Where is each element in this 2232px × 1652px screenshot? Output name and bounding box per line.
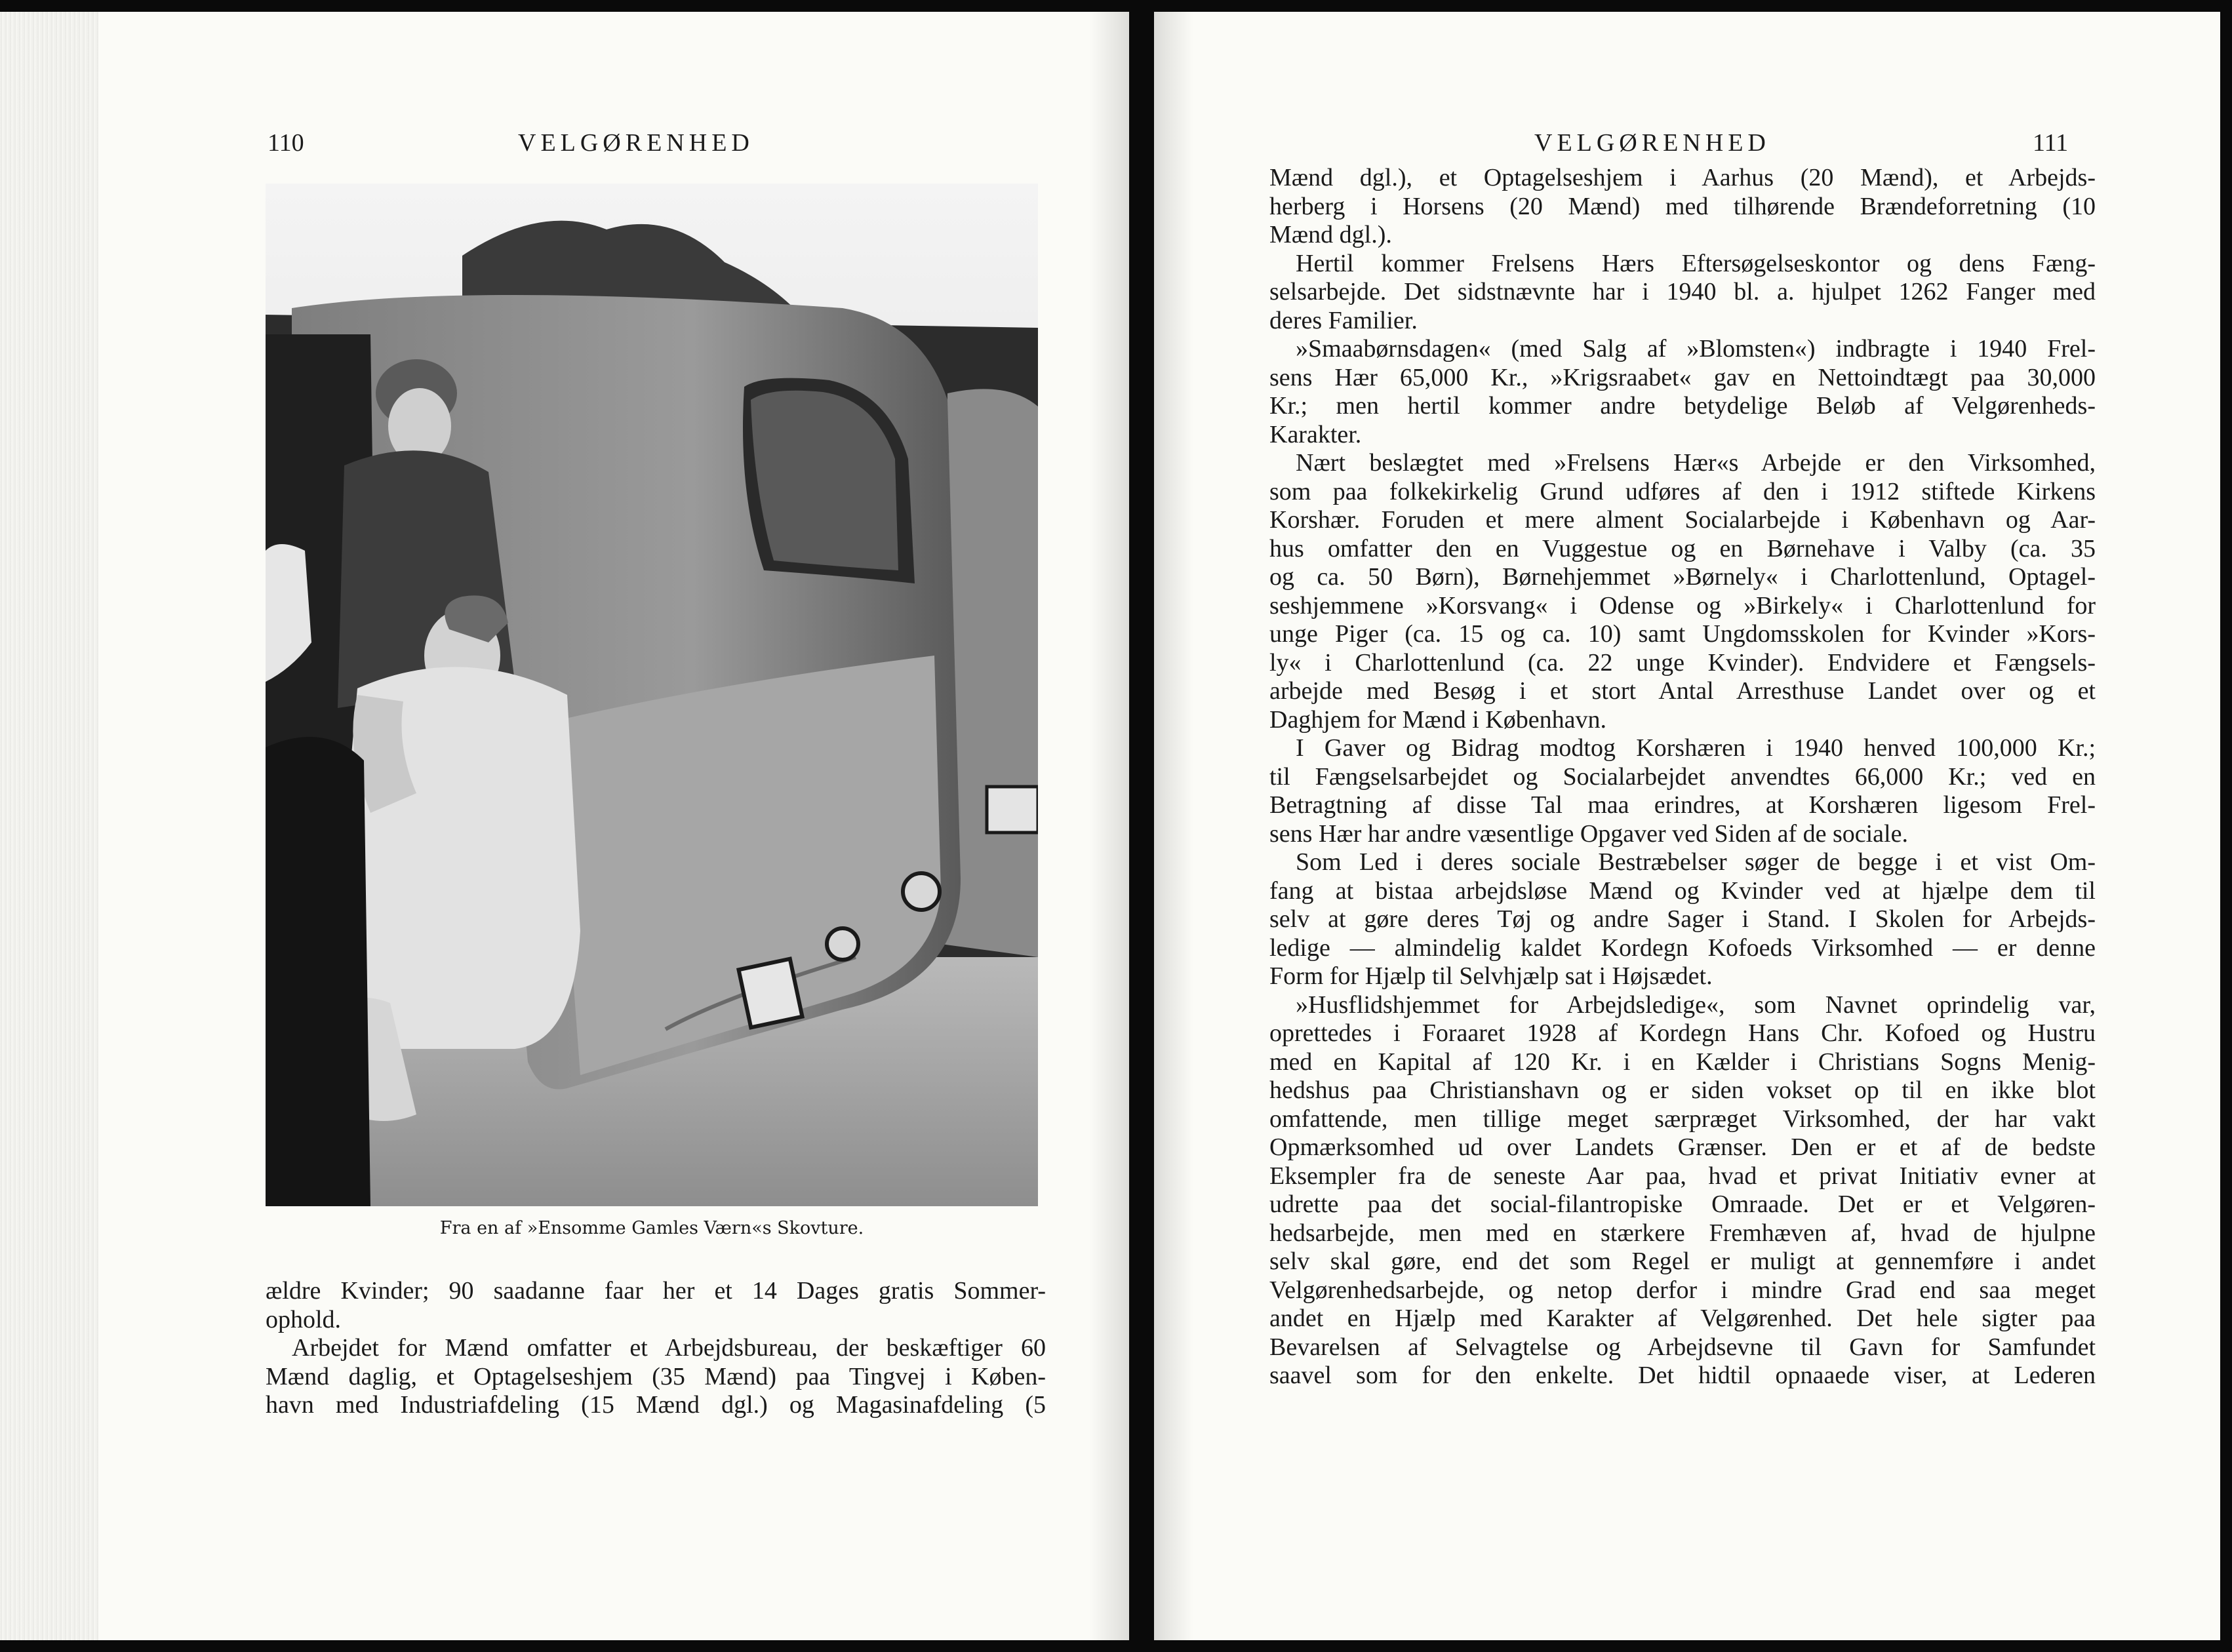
text-line: med en Kapital af 120 Kr. i en Kælder i Christians Sogns Menig-	[1269, 1048, 2096, 1076]
text-line: til Fængselsarbejdet og Socialarbejdet anvendtes 66,000 Kr.; ved en	[1269, 762, 2096, 791]
gutter-shadow	[1154, 12, 1193, 1640]
text-line: Opmærksomhed ud over Landets Grænser. Den er et af de bedste	[1269, 1133, 2096, 1161]
text-line: unge Piger (ca. 15 og ca. 10) samt Ungdomsskolen for Kvinder »Kors-	[1269, 620, 2096, 648]
text-line: Arbejdet for Mænd omfatter et Arbejdsbureau, der beskæftiger 60	[292, 1334, 1046, 1362]
text-line: ly« i Charlottenlund (ca. 22 unge Kvinder). Endvidere et Fængsels-	[1269, 648, 2096, 677]
text-line: selsarbejde. Det sidstnævnte har i 1940 bl. a. hjulpet 1262 Fanger med	[1269, 278, 2096, 305]
text-line: hus omfatter den en Vuggestue og en Børnehave i Valby (ca. 35	[1269, 534, 2096, 562]
text-line: sens Hær 65,000 Kr., »Krigsraabet« gav en Nettoindtægt paa 30,000	[1269, 363, 2096, 391]
page-number: 111	[2033, 129, 2069, 157]
text-line: deres Familier.	[1269, 306, 1418, 334]
text-line: Mænd dgl.), et Optagelseshjem i Aarhus (20 Mænd), et Arbejds-	[1269, 164, 2096, 191]
text-line: Hertil kommer Frelsens Hærs Eftersøgelseskontor og dens Fæng-	[1296, 249, 2096, 277]
gutter-shadow	[1090, 12, 1129, 1640]
text-line: Karakter.	[1269, 420, 1362, 448]
left-page	[0, 12, 1129, 1640]
running-head: VELGØRENHED	[518, 129, 754, 157]
text-line: saavel som for den enkelte. Det hidtil opnaaede viser, at Lederen	[1269, 1362, 2096, 1389]
right-body-text	[1269, 164, 2096, 1390]
text-line: omfattende, men tillige meget særpræget Virksomhed, der har vakt	[1269, 1105, 2096, 1133]
text-line: sens Hær har andre væsentlige Opgaver ved Siden af de sociale.	[1269, 819, 1908, 848]
text-line: Nært beslægtet med »Frelsens Hær«s Arbejde er den Virksomhed,	[1296, 449, 2096, 477]
text-line: og ca. 50 Børn), Børnehjemmet »Børnely« i Charlottenlund, Optagel-	[1269, 563, 2096, 591]
text-line: ældre Kvinder; 90 saadanne faar her et 14 Dages gratis Sommer-	[266, 1277, 1046, 1305]
page-edges	[0, 12, 98, 1640]
text-line: oprettedes i Foraaret 1928 af Kordegn Hans Chr. Kofoed og Hustru	[1269, 1019, 2096, 1047]
text-line: hedsarbejde, men med en stærkere Fremhæven af, hvad de hjulpne	[1269, 1219, 2096, 1247]
text-line: ledige — almindelig kaldet Kordegn Kofoeds Virksomhed — er denne	[1269, 934, 2096, 962]
text-line: havn med Industriafdeling (15 Mænd dgl.) og Magasinafdeling (5	[266, 1391, 1046, 1419]
text-line: udrette paa det social-filantropiske Omraade. Det er et Velgøren-	[1269, 1190, 2096, 1218]
text-line: Kr.; men hertil kommer andre betydelige Beløb af Velgørenheds-	[1269, 392, 2096, 420]
text-line: seshjemmene »Korsvang« i Odense og »Birkely« i Charlottenlund for	[1269, 591, 2096, 620]
text-line: selv at gøre deres Tøj og andre Sager i Stand. I Skolen for Arbejds-	[1269, 905, 2096, 933]
text-line: Velgørenhedsarbejde, og netop derfor i mindre Grad end saa meget	[1269, 1276, 2096, 1304]
text-line: Form for Hjælp til Selvhjælp sat i Højsædet.	[1269, 962, 1713, 990]
text-line: ophold.	[266, 1305, 342, 1333]
text-line: »Smaabørnsdagen« (med Salg af »Blomsten«) indbragte i 1940 Frel-	[1296, 335, 2096, 363]
text-line: fang at bistaa arbejdsløse Mænd og Kvinder ved at hjælpe dem til	[1269, 876, 2096, 905]
text-line: arbejde med Besøg i et stort Antal Arresthuse Landet over og et	[1269, 677, 2096, 705]
text-line: andet en Hjælp med Karakter af Velgørenhed. Det hele sigter paa	[1269, 1305, 2096, 1332]
photo-caption: Fra en af »Ensomme Gamles Værn«s Skovture.	[439, 1218, 864, 1238]
bus-photo	[266, 184, 1038, 1206]
text-line: Som Led i deres sociale Bestræbelser søger de begge i et vist Om-	[1296, 848, 2096, 876]
text-line: Betragtning af disse Tal maa erindres, at Korshæren ligesom Frel-	[1269, 791, 2096, 819]
text-line: Eksempler fra de seneste Aar paa, hvad et privat Initiativ evner at	[1269, 1162, 2096, 1190]
text-line: I Gaver og Bidrag modtog Korshæren i 1940 henved 100,000 Kr.;	[1296, 734, 2096, 762]
text-line: Mænd dgl.).	[1269, 221, 1392, 248]
text-line: selv skal gøre, end det som Regel er muligt at gennemføre i andet	[1269, 1248, 2096, 1275]
text-line: hedshus paa Christianshavn og er siden vokset op til en ikke blot	[1269, 1076, 2096, 1104]
page-number: 110	[268, 129, 304, 157]
text-line: »Husflidshjemmet for Arbejdsledige«, som Navnet oprindelig var,	[1296, 991, 2096, 1019]
text-line: Korshær. Foruden et mere alment Socialarbejde i København og Aar-	[1269, 506, 2096, 534]
text-line: som paa folkekirkelig Grund udføres af den i 1912 stiftede Kirkens	[1269, 477, 2096, 505]
right-page	[1154, 12, 2220, 1640]
text-line: Mænd daglig, et Optagelseshjem (35 Mænd) paa Tingvej i Køben-	[266, 1362, 1046, 1390]
text-line: Bevarelsen af Selvagtelse og Arbejdsevne til Gavn for Samfundet	[1269, 1333, 2096, 1361]
text-line: Daghjem for Mænd i København.	[1269, 705, 1606, 734]
running-head: VELGØRENHED	[1534, 129, 1770, 157]
left-body-text	[266, 1277, 1046, 1420]
text-line: herberg i Horsens (20 Mænd) med tilhørende Brændeforretning (10	[1269, 192, 2096, 220]
